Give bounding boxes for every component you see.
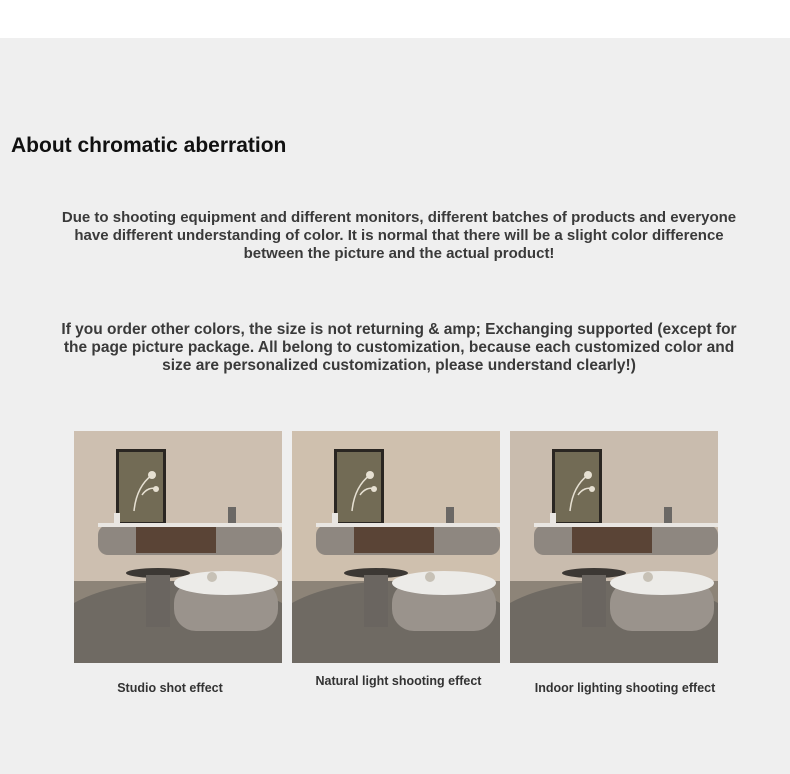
natural-light-photo [292,431,500,663]
photo-caption: Natural light shooting effect [315,674,482,688]
photo-caption: Indoor lighting shooting effect [534,681,716,695]
return-policy-notice: If you order other colors, the size is not returning & amp; Exchanging supported (except for the page picture package. All belong to customization, because each customized color and size are personalized customization, please understand clearly!) [61,321,737,374]
section-title: About chromatic aberration [11,134,287,157]
studio-shot-photo [74,431,282,663]
photo-caption: Studio shot effect [117,681,223,695]
indoor-lighting-photo [510,431,718,663]
living-room-image [510,431,718,663]
living-room-image [74,431,282,663]
living-room-image [292,431,500,663]
color-difference-notice: Due to shooting equipment and different monitors, different batches of products and everyone have different understanding of color. It is normal that there will be a slight color difference between the picture and the actual product! [61,209,737,262]
